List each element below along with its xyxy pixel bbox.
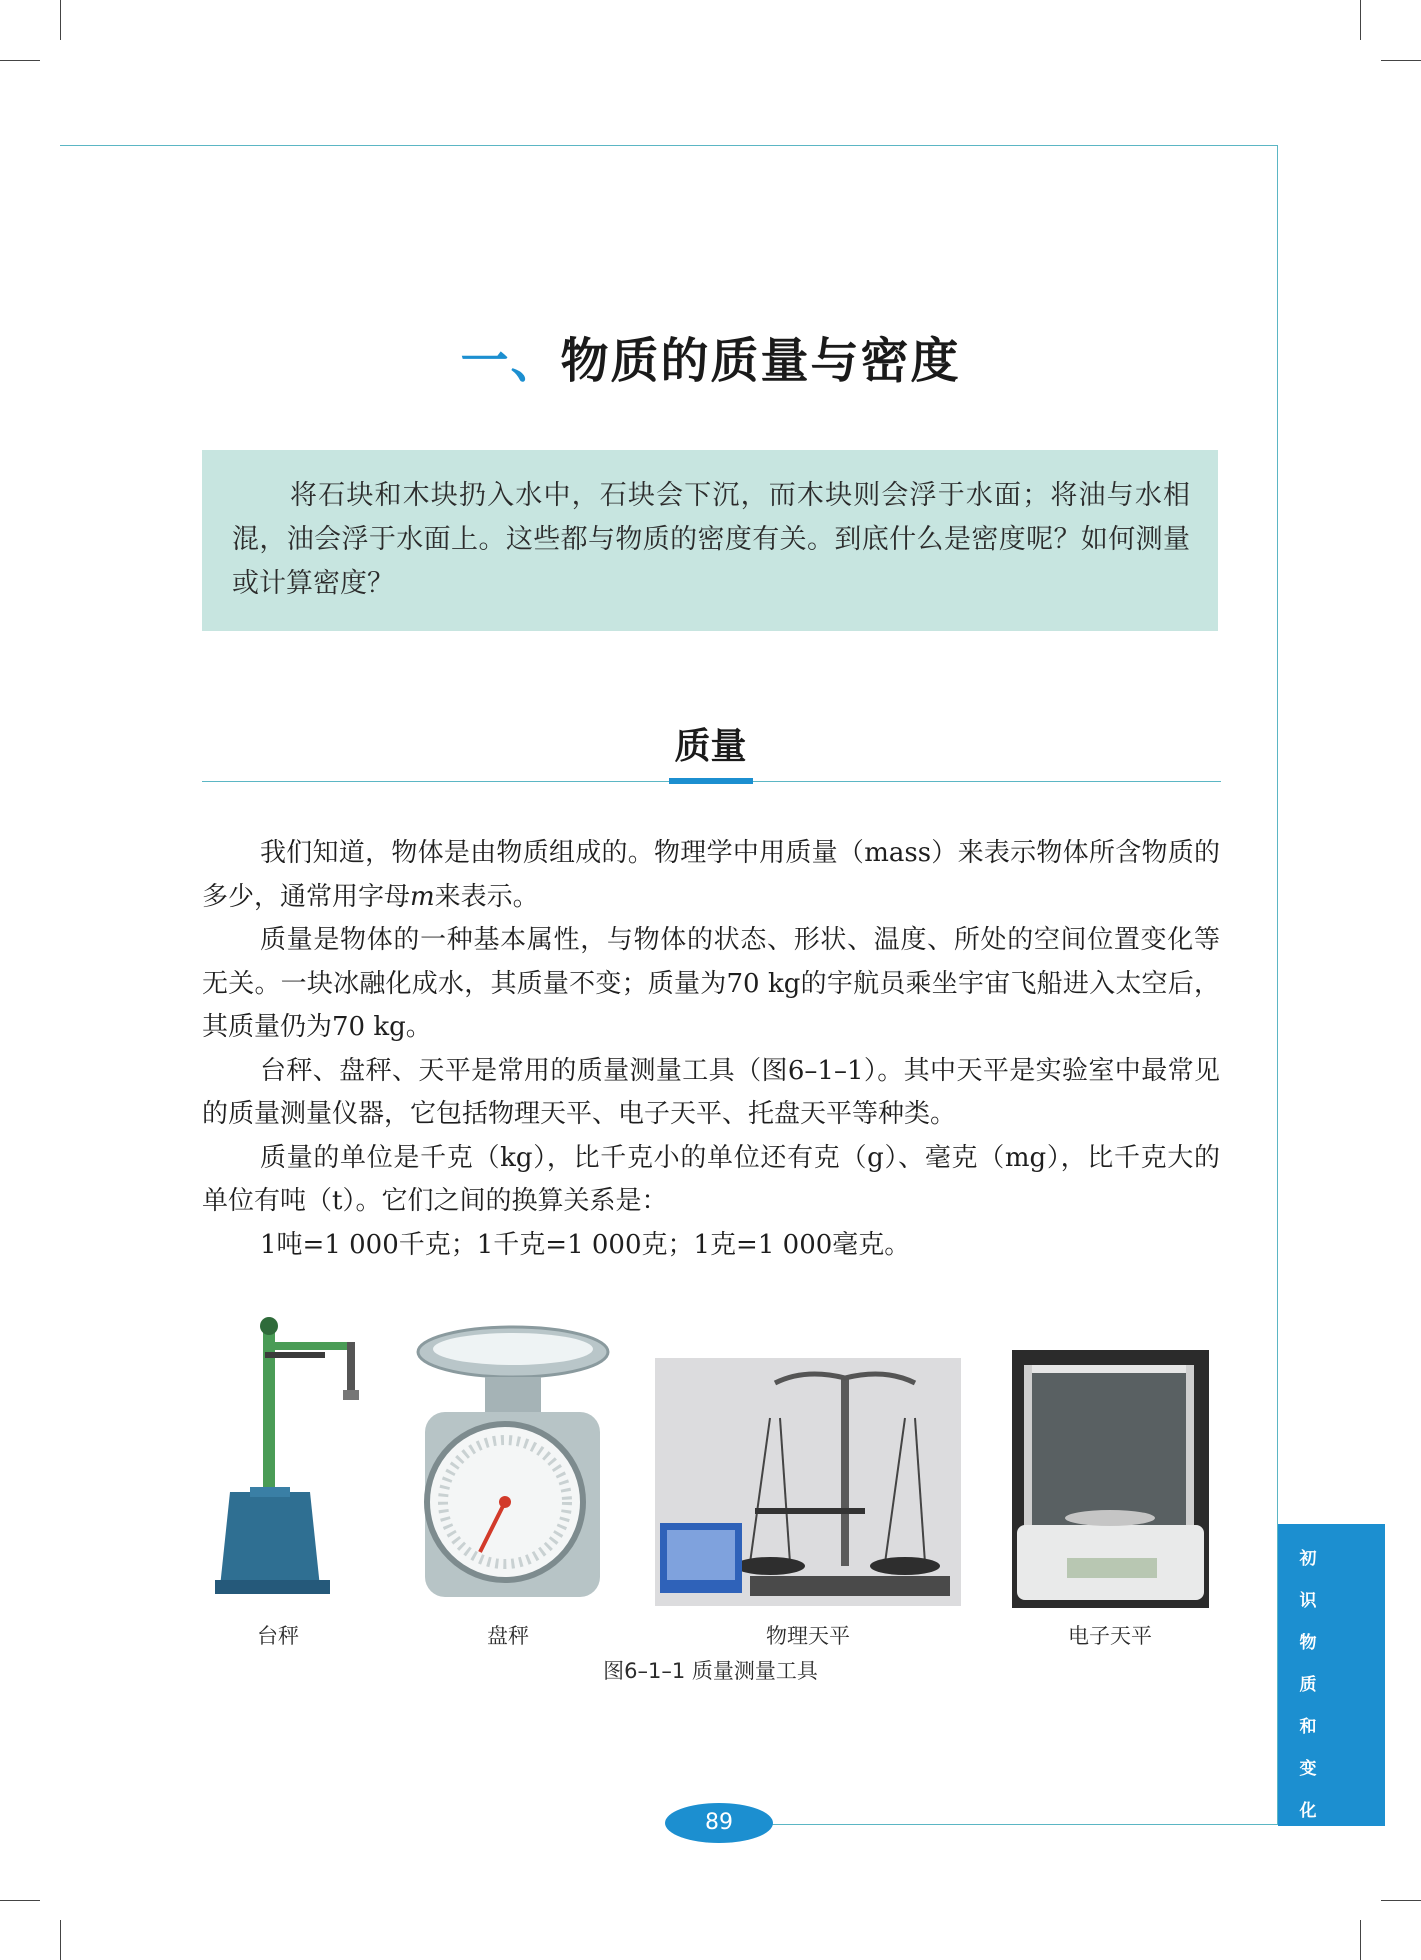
chapter-side-tab [1278,1524,1385,1826]
side-tab-char: 质 [1299,1675,1317,1695]
paragraph-4: 质量的单位是千克（kg），比千克小的单位还有克（g）、毫克（mg），比千克大的单位有吨（t）。它们之间的换算关系是： [202,1142,1220,1216]
chapter-title [0,322,1421,391]
figure-caption: 图6–1–1 质量测量工具 [603,1659,818,1683]
caption-platform-scale: 台秤 [257,1624,299,1648]
paragraph-5: 1吨=1 000千克；1千克=1 000克；1克=1 000毫克。 [260,1229,911,1260]
dial-scale-image [405,1322,615,1607]
paragraph-1: 我们知道，物体是由物质组成的。物理学中用质量（mass）来表示物体所含物质的多少，通常用字母m来表示。 [202,838,1220,912]
platform-scale-image [205,1312,365,1602]
crop-mark [1381,60,1421,61]
caption-physical-balance: 物理天平 [766,1624,850,1648]
side-tab-char: 化 [1299,1801,1317,1821]
section-accent-bar [669,778,753,784]
variable-m: m [410,881,435,912]
caption-dial-scale: 盘秤 [487,1624,529,1648]
electronic-balance-image [1012,1350,1209,1608]
crop-mark [60,1920,61,1960]
chapter-title-text: 物质的质量与密度 [560,333,961,389]
section-heading: 质量 [674,726,747,767]
chapter-number: 一、 [460,333,561,389]
caption-electronic-balance: 电子天平 [1068,1624,1152,1648]
paragraph-3: 台秤、盘秤、天平是常用的质量测量工具（图6–1–1）。其中天平是实验室中最常见的质量测量仪器，它包括物理天平、电子天平、托盘天平等种类。 [202,1055,1220,1129]
crop-mark [60,0,61,40]
side-tab-char: 和 [1299,1717,1317,1737]
side-tab-char: 识 [1299,1591,1317,1611]
crop-mark [1360,0,1361,40]
crop-mark [0,1900,40,1901]
body-text [202,832,1220,1267]
crop-mark [0,60,40,61]
side-tab-char: 物 [1299,1633,1317,1653]
side-tab-char: 变 [1299,1759,1317,1779]
physical-balance-image [655,1358,961,1606]
crop-mark [1360,1920,1361,1960]
page-frame-bottom [755,1824,1278,1825]
side-tab-char: 初 [1299,1549,1317,1569]
page-number: 89 [665,1803,773,1843]
intro-text: 将石块和木块扔入水中，石块会下沉，而木块则会浮于水面；将油与水相混，油会浮于水面上。这些都与物质的密度有关。到底什么是密度呢？如何测量或计算密度？ [232,480,1190,599]
crop-mark [1381,1900,1421,1901]
paragraph-2: 质量是物体的一种基本属性，与物体的状态、形状、温度、所处的空间位置变化等无关。一块冰融化成水，其质量不变；质量为70 kg的宇航员乘坐宇宙飞船进入太空后，其质量仍为70 kg。 [202,925,1220,1042]
page-frame-top [60,145,1278,146]
intro-box [202,450,1218,631]
